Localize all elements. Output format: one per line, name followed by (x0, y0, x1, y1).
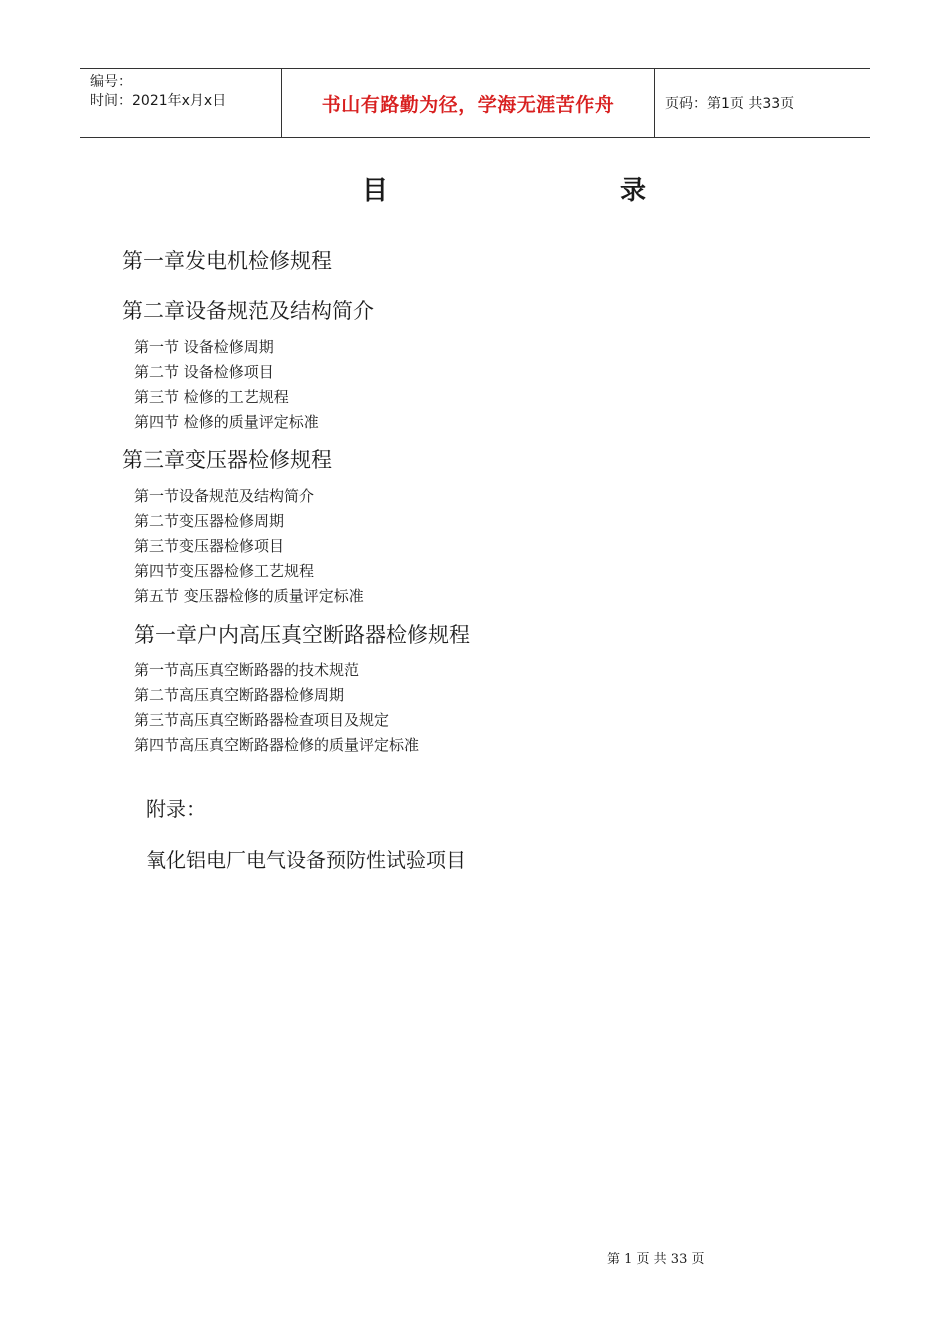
toc-section[interactable]: 第一节高压真空断路器的技术规范 (134, 661, 360, 679)
page-footer: 第 1 页 共 33 页 (607, 1252, 705, 1267)
toc-section[interactable]: 第三节变压器检修项目 (134, 537, 285, 555)
toc-section[interactable]: 第一节 设备检修周期 (134, 338, 274, 356)
header-motto-cell (282, 69, 655, 137)
toc-section[interactable]: 第三节 检修的工艺规程 (134, 388, 289, 406)
header-motto: 书山有路勤为径，学海无涯苦作舟 (321, 93, 615, 116)
header-page-info: 页码：第1页 共33页 (665, 96, 795, 112)
toc-section[interactable]: 第三节高压真空断路器检查项目及规定 (134, 711, 390, 729)
toc-chapter[interactable]: 第二章设备规范及结构简介 (122, 299, 374, 323)
header-meta (80, 69, 282, 137)
document-number-label: 编号： (90, 74, 132, 90)
document-date: 时间：2021年x月x日 (90, 93, 227, 109)
toc-section[interactable]: 第四节高压真空断路器检修的质量评定标准 (134, 736, 420, 754)
page-header (80, 68, 870, 138)
appendix-item[interactable]: 氧化铝电厂电气设备预防性试验项目 (146, 848, 466, 872)
toc-section[interactable]: 第五节 变压器检修的质量评定标准 (134, 587, 364, 605)
toc-title-char-1: 目 (362, 176, 389, 206)
toc-title (0, 170, 950, 206)
toc-section[interactable]: 第二节高压真空断路器检修周期 (134, 686, 345, 704)
toc-title-char-2: 录 (620, 176, 647, 206)
toc-section[interactable]: 第二节变压器检修周期 (134, 512, 285, 530)
toc-section[interactable]: 第四节变压器检修工艺规程 (134, 562, 315, 580)
toc-chapter[interactable]: 第三章变压器检修规程 (122, 448, 332, 472)
toc-chapter[interactable]: 第一章发电机检修规程 (122, 249, 332, 273)
toc-section[interactable]: 第二节 设备检修项目 (134, 363, 274, 381)
header-page-info-cell (655, 69, 870, 137)
toc-section[interactable]: 第一节设备规范及结构简介 (134, 487, 315, 505)
toc-chapter[interactable]: 第一章户内高压真空断路器检修规程 (134, 623, 470, 647)
appendix-label: 附录： (146, 797, 206, 821)
toc-section[interactable]: 第四节 检修的质量评定标准 (134, 413, 319, 431)
